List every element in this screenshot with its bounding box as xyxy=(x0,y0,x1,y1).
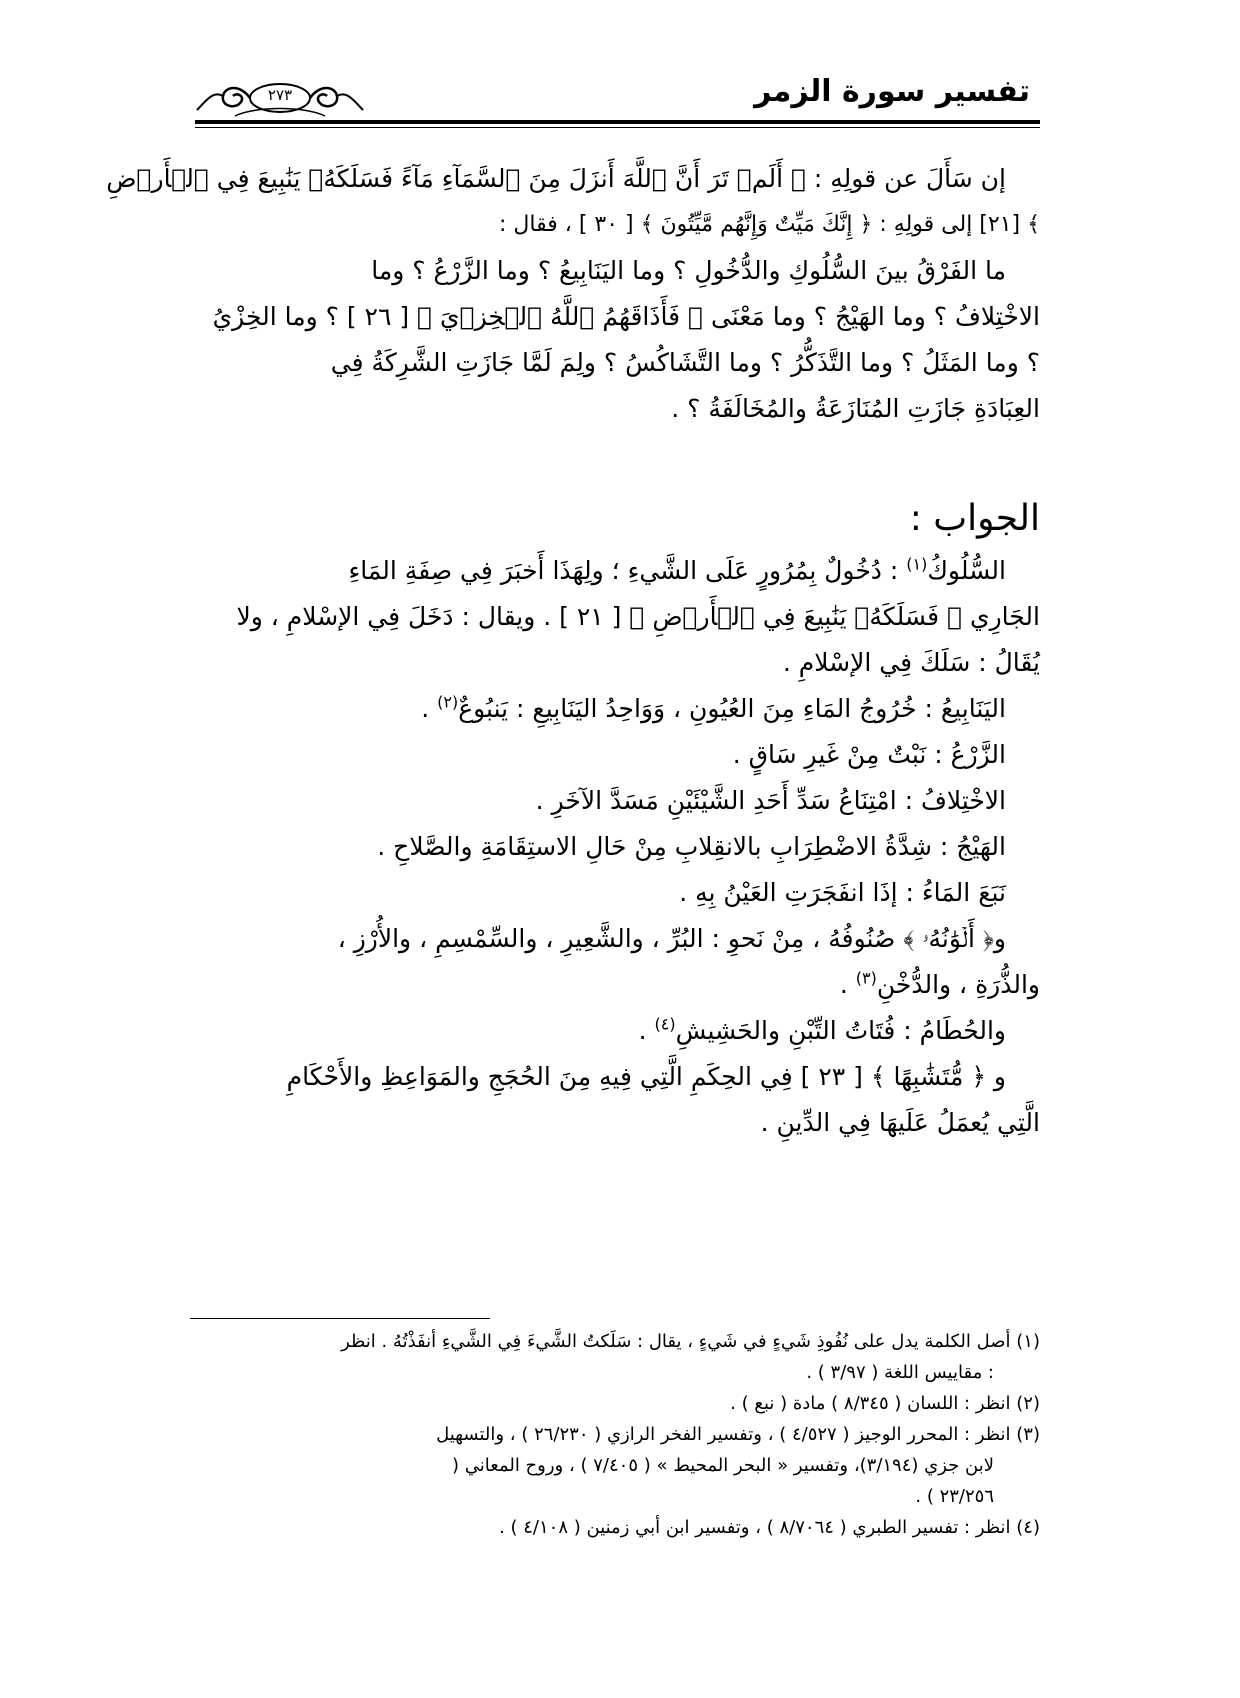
answer-line: الهَيْجُ : شِدَّةُ الاضْطِرَابِ بالانقِلابِ مِنْ حَالِ الاستِقَامَةِ والصَّلاحِ . xyxy=(377,832,1006,861)
footnote-3-cont: لابن جزي (٣/١٩٤)، وتفسير « البحر المحيط » ( ٧/٤٠٥ ) ، وروح المعاني ( xyxy=(452,1455,994,1476)
page-number: ٢٧٣ xyxy=(267,86,293,104)
header-rule xyxy=(195,120,1040,124)
answer-line: الجَارِي ﴿ فَسَلَكَهُۥ يَنَٰبِيعَ فِي ٱلۡأَرۡضِ ﴾ [ ٢١ ] . ويقال : دَخَلَ فِي الإسْلامِ ، ولا xyxy=(236,602,1040,631)
question-paragraph xyxy=(106,156,1040,432)
term-suluk: السُّلُوكُ xyxy=(927,556,1006,585)
footnote-1: (١) أصل الكلمة يدل على نُفُوذِ شَيءٍ في شَيءٍ ، يقال : سَلَكتُ الشَّيءَ فِي الشَّيءِ أنفَذْتُهُ . انظر xyxy=(341,1331,1040,1352)
question-line: إن سَأَلَ عن قولِهِ : ﴿ أَلَمۡ تَرَ أَنَّ ٱللَّهَ أَنزَلَ مِنَ ٱلسَّمَآءِ مَآءً فَسَلَكَهُۥ يَنَٰبِيعَ فِي ٱلۡأَرۡضِ xyxy=(106,164,1006,193)
definition-alwan-cont: والذُّرَةِ ، والدُّخْنِ xyxy=(876,970,1040,999)
question-line: ما الفَرْقُ بينَ السُّلُوكِ والدُّخُولِ ؟ وما اليَنَابِيعُ ؟ وما الزَّرْعُ ؟ وما xyxy=(371,256,1006,285)
footnote-3-cont: ٢٣/٢٥٦ ) . xyxy=(915,1486,994,1507)
answer-line: يُقَالُ : سَلَكَ فِي الإسْلامِ . xyxy=(782,648,1040,677)
footnote-ref-2: (٢) xyxy=(437,692,459,712)
footnote-4: (٤) انظر : تفسير الطبري ( ٨/٧٠٦٤ ) ، وتفسير ابن أبي زمنين ( ٤/١٠٨ ) . xyxy=(499,1517,1040,1538)
footnote-separator xyxy=(190,1318,490,1319)
footnotes xyxy=(190,1326,1040,1543)
answer-line: الزَّرْعُ : نَبْتٌ مِنْ غَيرِ سَاقٍ . xyxy=(732,740,1006,769)
answer-line: الَّتِي يُعمَلُ عَلَيهَا فِي الدِّينِ . xyxy=(760,1108,1040,1137)
question-line: ؟ وما المَثَلُ ؟ وما التَّذَكُّرُ ؟ وما التَّشَاكُسُ ؟ ولِمَ لَمَّا جَازَتِ الشَّرِكَةُ فِي xyxy=(330,348,1040,377)
answer-line: الاخْتِلافُ : امْتِنَاعُ سَدِّ أَحَدِ الشَّيْئَيْنِ مَسَدَّ الآخَرِ . xyxy=(535,786,1006,815)
footnote-ref-3: (٣) xyxy=(855,968,877,988)
answer-line: و﴿ أَلۡوَٰنُهُۥ ﴾ صُنُوفُهُ ، مِنْ نَحوِ : البُرِّ ، والشَّعِيرِ ، والسِّمْسِمِ ، والأُرْزِ ، xyxy=(337,924,1006,953)
header-rule-thin xyxy=(195,127,1040,128)
definition-yanabi: اليَنَابِيعُ : خُرُوجُ المَاءِ مِنَ العُيُونِ ، وَوَاحِدُ اليَنَابِيعِ : يَنبُوعٌ xyxy=(458,694,1006,723)
answer-line: اليَنَابِيعُ : خُرُوجُ المَاءِ مِنَ العُيُونِ ، وَوَاحِدُ اليَنَابِيعِ : يَنبُوعٌ$^{(٢)}$ . xyxy=(421,692,1006,723)
question-line: الاخْتِلافُ ؟ وما الهَيْجُ ؟ وما مَعْنَى ﴿ فَأَذَاقَهُمُ ٱللَّهُ ٱلۡخِزۡيَ ﴾ [ ٢٦ ] ؟ وما الخِزْيُ xyxy=(212,302,1040,331)
footnote-ref-4: (٤) xyxy=(654,1014,676,1034)
answer-line: نَبَعَ المَاءُ : إذَا انفَجَرَتِ العَيْنُ بِهِ . xyxy=(679,878,1006,907)
footnote-2: (٢) انظر : اللسان ( ٨/٣٤٥ ) مادة ( نبع ) . xyxy=(730,1393,1040,1414)
answer-paragraph xyxy=(190,548,1040,1146)
footnote-3: (٣) انظر : المحرر الوجيز ( ٤/٥٢٧ ) ، وتفسير الفخر الرازي ( ٢٦/٢٣٠ ) ، والتسهيل xyxy=(436,1424,1040,1445)
answer-line xyxy=(190,548,1040,594)
answer-line: والحُطَامُ : فُتَاتُ التِّبْنِ والحَشِيشِ$^{(٤)}$ . xyxy=(638,1014,1006,1045)
definition-hutam: والحُطَامُ : فُتَاتُ التِّبْنِ والحَشِيشِ xyxy=(675,1016,1006,1045)
footnote-1-cont: : مقاييس اللغة ( ٣/٩٧ ) . xyxy=(806,1362,994,1383)
question-line: ﴾ [٢١] إلى قولِهِ : ﴿ إِنَّكَ مَيِّتٌ وَإِنَّهُم مَّيِّتُونَ ﴾ [ ٣٠ ] ، فقال : xyxy=(499,212,1040,237)
question-line: العِبَادَةِ جَازَتِ المُنَازَعَةُ والمُخَالَفَةُ ؟ . xyxy=(671,394,1040,423)
running-header-title: تفسير سورة الزمر xyxy=(754,74,1030,109)
answer-line: والذُّرَةِ ، والدُّخْنِ$^{(٣)}$ . xyxy=(839,968,1040,999)
footnote-ref-1: (١) xyxy=(906,554,928,574)
answer-heading: الجواب : xyxy=(909,498,1040,539)
answer-line: و ﴿ مُّتَشَٰبِهًا ﴾ [ ٢٣ ] فِي الحِكَمِ الَّتِي فِيهِ مِنَ الحُجَجِ والمَوَاعِظِ والأَحْكَامِ xyxy=(286,1062,1006,1091)
answer-line-rest: : دُخُولٌ بِمُرُورٍ عَلَى الشَّيءِ ؛ ولِهَذَا أَخبَرَ فِي صِفَةِ المَاءِ xyxy=(348,556,907,585)
